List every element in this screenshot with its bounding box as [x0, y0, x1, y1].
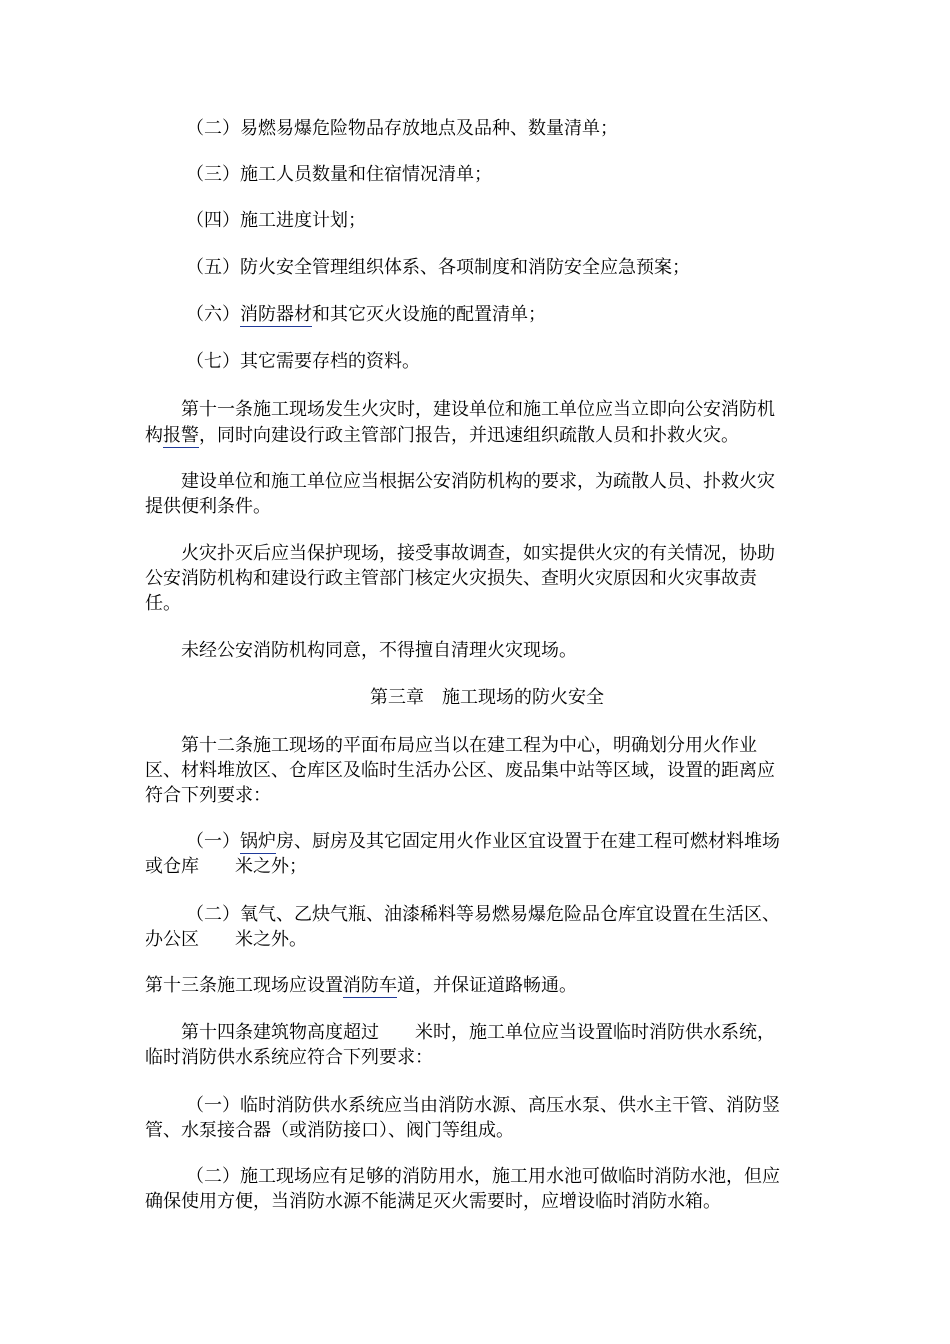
article-14-item-2-line-1: （二）施工现场应有足够的消防用水，施工用水池可做临时消防水池，但应	[186, 1166, 780, 1187]
alarm-link[interactable]: 报警	[163, 425, 199, 446]
list-item-6	[186, 303, 546, 327]
scene-paragraph-line-2: 公安消防机构和建设行政主管部门核定火灾损失、查明火灾原因和火灾事故责	[145, 568, 757, 589]
list-item-3: （三）施工人员数量和住宿情况清单；	[186, 164, 492, 185]
article-12-line-3: 符合下列要求：	[145, 785, 271, 806]
article-11-line-1: 第十一条施工现场发生火灾时，建设单位和施工单位应当立即向公安消防机	[181, 399, 775, 420]
article-13-suffix: 道，并保证道路畅通。	[397, 975, 577, 996]
no-clean-paragraph: 未经公安消防机构同意，不得擅自清理火灾现场。	[181, 640, 577, 661]
list-item-2: （二）易燃易爆危险物品存放地点及品种、数量清单；	[186, 118, 618, 139]
article-13	[145, 974, 577, 998]
fire-equipment-link[interactable]: 消防器材	[240, 304, 312, 325]
article-11-suffix: ，同时向建设行政主管部门报告，并迅速组织疏散人员和扑救火灾。	[199, 425, 739, 446]
fire-lane-link[interactable]: 消防车	[343, 975, 397, 996]
support-paragraph-line-2: 提供便利条件。	[145, 496, 271, 517]
scene-paragraph-line-1: 火灾扑灭后应当保护现场，接受事故调查，如实提供火灾的有关情况，协助	[181, 543, 775, 564]
article-12-item-2-line-1: （二）氧气、乙炔气瓶、油漆稀料等易燃易爆危险品仓库宜设置在生活区、	[186, 904, 780, 925]
article-11-prefix: 构	[145, 425, 163, 446]
list-item-5: （五）防火安全管理组织体系、各项制度和消防安全应急预案；	[186, 257, 690, 278]
list-item-4: （四）施工进度计划；	[186, 210, 366, 231]
article-12-item-1-suffix: 房、厨房及其它固定用火作业区宜设置于在建工程可燃材料堆场	[276, 831, 780, 852]
scene-paragraph-line-3: 任。	[145, 593, 181, 614]
article-12-item-2-line-2: 办公区 米之外。	[145, 929, 307, 950]
article-12-item-1-line-2: 或仓库 米之外；	[145, 856, 307, 877]
chapter-3-title: 第三章 施工现场的防火安全	[370, 687, 604, 708]
article-14-item-1-line-2: 管、水泵接合器（或消防接口）、阀门等组成。	[145, 1120, 514, 1141]
list-item-6-prefix: （六）	[186, 304, 240, 325]
support-paragraph-line-1: 建设单位和施工单位应当根据公安消防机构的要求，为疏散人员、扑救火灾	[181, 471, 775, 492]
article-11-line-2	[145, 424, 739, 448]
boiler-link[interactable]: 锅炉	[240, 831, 276, 852]
article-14-line-2: 临时消防供水系统应符合下列要求：	[145, 1047, 433, 1068]
article-14-item-1-line-1: （一）临时消防供水系统应当由消防水源、高压水泵、供水主干管、消防竖	[186, 1095, 780, 1116]
article-12-line-1: 第十二条施工现场的平面布局应当以在建工程为中心，明确划分用火作业	[181, 735, 757, 756]
article-12-item-1-line-1	[186, 830, 780, 854]
article-14-item-2-line-2: 确保使用方便，当消防水源不能满足灭火需要时，应增设临时消防水箱。	[145, 1191, 721, 1212]
article-14-line-1: 第十四条建筑物高度超过 米时，施工单位应当设置临时消防供水系统，	[181, 1022, 775, 1043]
article-12-line-2: 区、材料堆放区、仓库区及临时生活办公区、废品集中站等区域，设置的距离应	[145, 760, 775, 781]
list-item-6-suffix: 和其它灭火设施的配置清单；	[312, 304, 546, 325]
article-13-prefix: 第十三条施工现场应设置	[145, 975, 343, 996]
list-item-7: （七）其它需要存档的资料。	[186, 351, 420, 372]
article-12-item-1-prefix: （一）	[186, 831, 240, 852]
